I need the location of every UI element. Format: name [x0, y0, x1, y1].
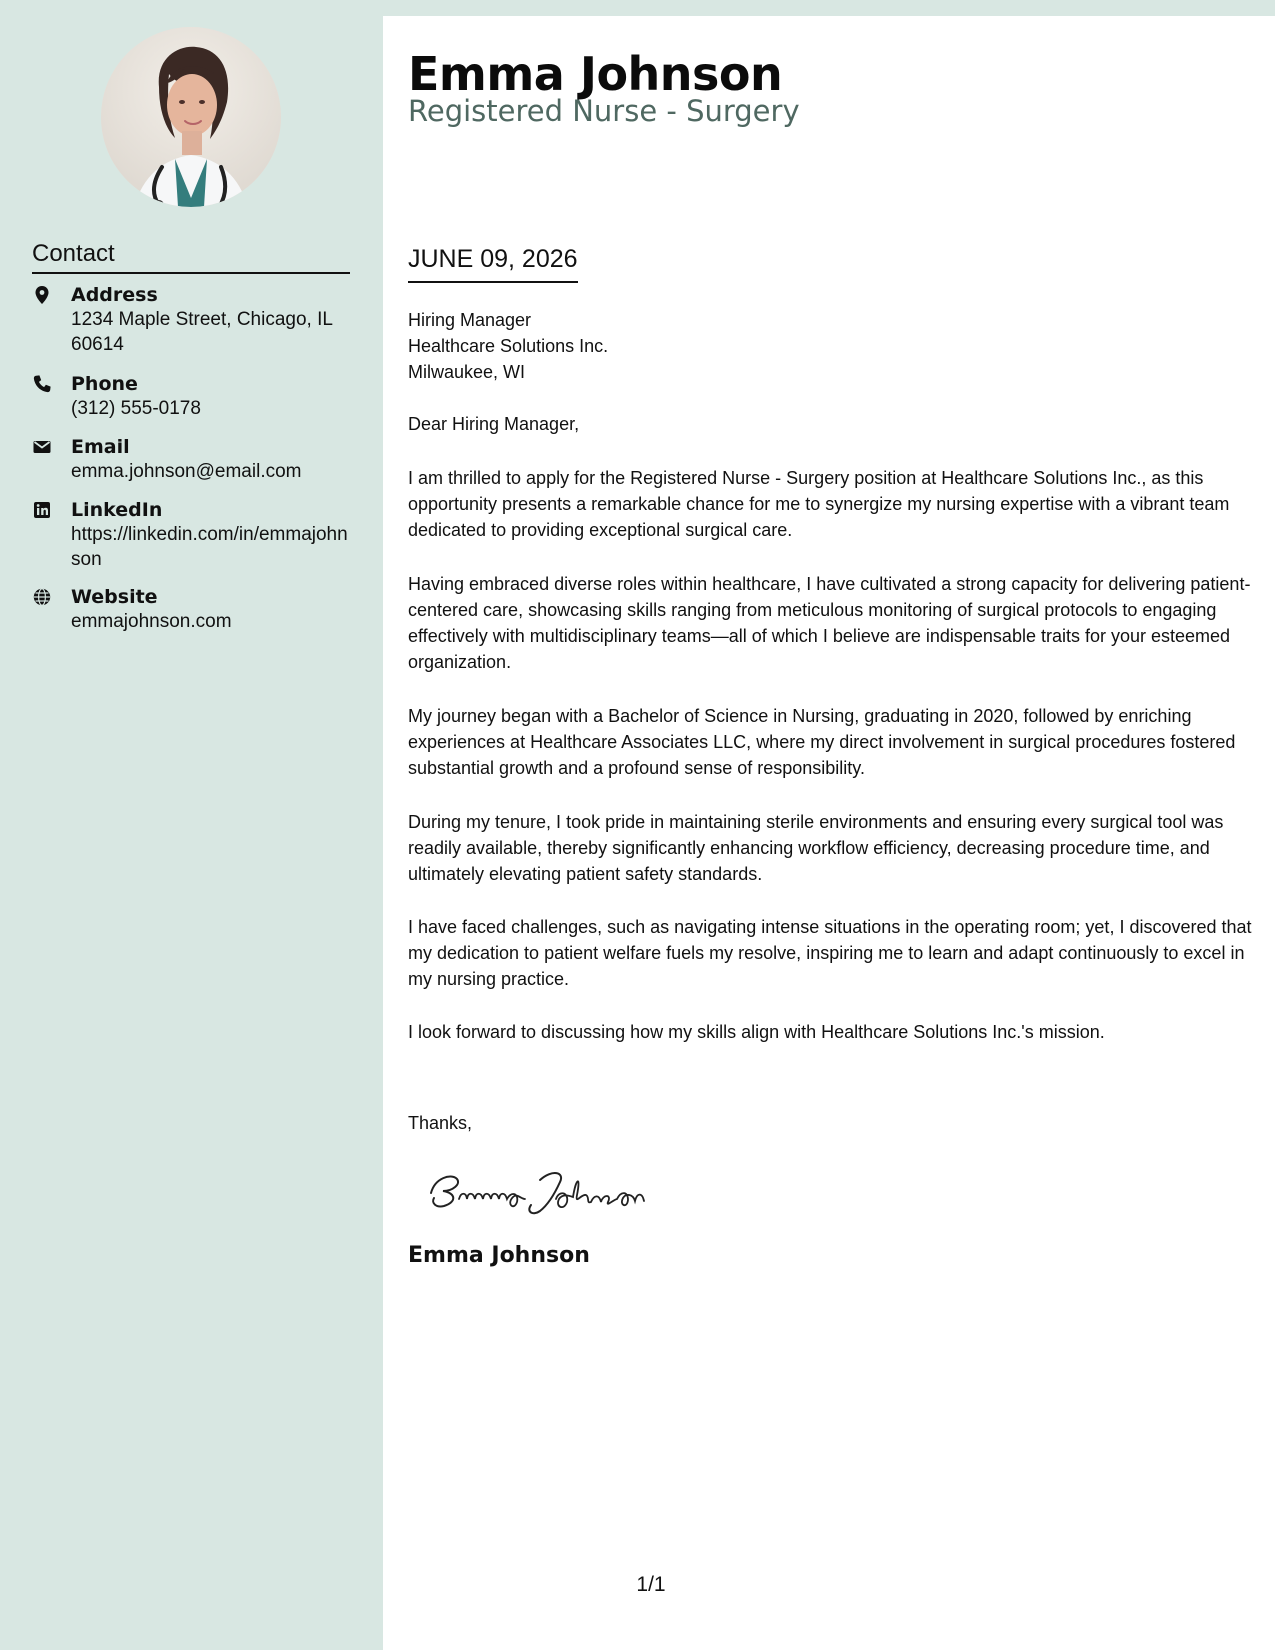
contact-phone-value: (312) 555-0178	[71, 398, 201, 419]
contact-email-link[interactable]: emma.johnson@email.com	[71, 461, 302, 482]
letter-page	[383, 16, 1275, 1650]
nurse-portrait-image	[101, 27, 281, 207]
contact-email-label: Email	[71, 436, 130, 458]
avatar	[101, 27, 281, 207]
page-title: Emma Johnson	[408, 47, 783, 101]
contact-linkedin-label: LinkedIn	[71, 499, 163, 521]
contact-website[interactable]	[32, 585, 352, 633]
globe-icon	[32, 587, 52, 607]
letter-paragraph-1: I am thrilled to apply for the Registered Nurse - Surgery position at Healthcare Solutions Inc., as this opportunity presents a remarkable chance for me to synergize my nursing expertise with a vibrant team dedicated to providing exceptional surgical care.	[408, 468, 1230, 540]
recipient-location: Milwaukee, WI	[408, 362, 526, 382]
letter-paragraph-6: I look forward to discussing how my skills align with Healthcare Solutions Inc.'s mission.	[408, 1022, 1105, 1042]
email-icon	[32, 437, 52, 457]
recipient-company: Healthcare Solutions Inc.	[408, 336, 609, 356]
page-number: 1/1	[636, 1573, 666, 1596]
recipient-role: Hiring Manager	[408, 310, 532, 330]
letter-paragraph-4: During my tenure, I took pride in maintaining sterile environments and ensuring every surgical tool was readily available, thereby significantly enhancing workflow efficiency, decreasing procedure time, and ultimately elevating patient safety standards.	[408, 812, 1224, 884]
letter-paragraph-3: My journey began with a Bachelor of Science in Nursing, graduating in 2020, followed by enriching experiences at Healthcare Associates LLC, where my direct involvement in surgical procedures fostered substantial growth and a profound sense of responsibility.	[408, 706, 1236, 778]
contact-email[interactable]	[32, 435, 352, 483]
contact-heading: Contact	[32, 240, 350, 274]
contact-address	[32, 283, 352, 355]
letter-paragraph-2: Having embraced diverse roles within healthcare, I have cultivated a strong capacity for delivering patient-centered care, showcasing skills ranging from meticulous monitoring of surgical protocols to engaging effectively with multidisciplinary teams—all of which I believe are indispensable traits for your esteemed organization.	[408, 574, 1251, 672]
contact-website-label: Website	[71, 586, 158, 608]
letter-paragraph-5: I have faced challenges, such as navigating intense situations in the operating room; yet, I discovered that my dedication to patient welfare fuels my resolve, inspiring me to learn and adapt continuously to excel in my nursing practice.	[408, 917, 1252, 989]
handwritten-signature	[423, 1157, 663, 1225]
location-pin-icon	[32, 285, 52, 305]
contact-phone	[32, 372, 352, 420]
phone-icon	[32, 374, 52, 394]
contact-phone-label: Phone	[71, 373, 138, 395]
recipient-block	[408, 307, 1228, 385]
letter-date: JUNE 09, 2026	[408, 243, 578, 283]
closing: Thanks,	[408, 1113, 473, 1133]
linkedin-icon	[32, 500, 52, 520]
contact-address-value: 1234 Maple Street, Chicago, IL 60614	[71, 309, 333, 355]
salutation: Dear Hiring Manager,	[408, 414, 580, 434]
job-title: Registered Nurse - Surgery	[408, 94, 800, 128]
contact-website-link[interactable]: emmajohnson.com	[71, 611, 232, 632]
contact-linkedin[interactable]	[32, 498, 352, 570]
signer-name: Emma Johnson	[408, 1243, 590, 1268]
contact-linkedin-link[interactable]: https://linkedin.com/in/emmajohnson	[71, 524, 348, 570]
contact-address-label: Address	[71, 284, 158, 306]
sidebar	[0, 0, 383, 1650]
